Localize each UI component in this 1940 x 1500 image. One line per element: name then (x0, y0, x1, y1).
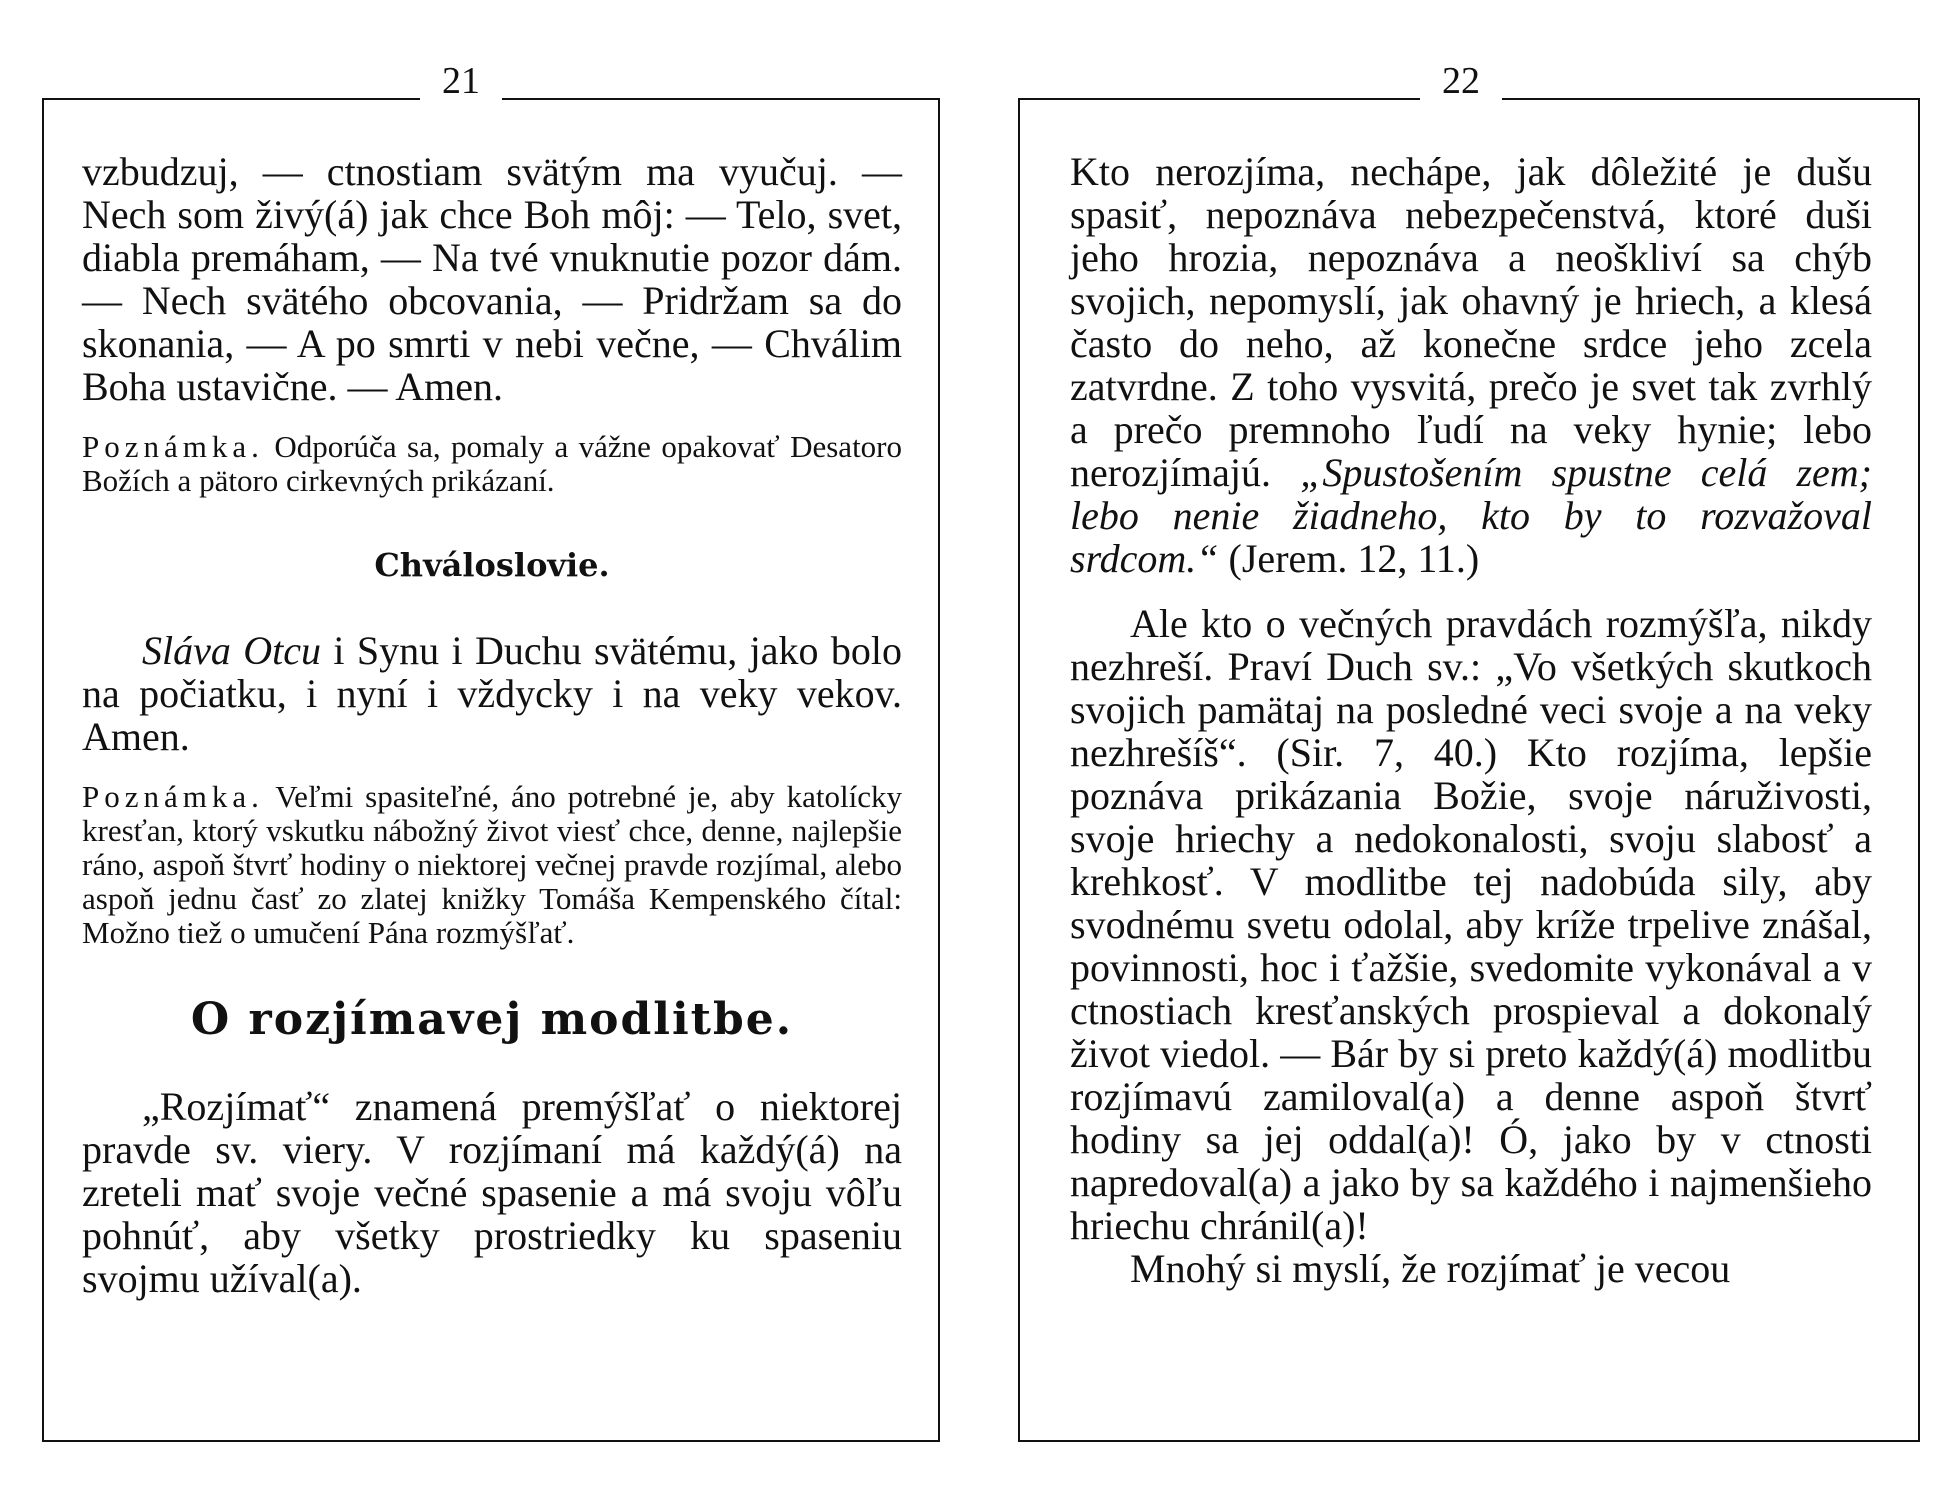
note-text: Veľmi spasiteľné, áno potrebné je, aby katolícky kresťan, ktorý vskutku nábožný život viesť chce, denne, najlepšie ráno, aspoň štvrť hodiny o niektorej večnej pravde rozjímal, alebo aspoň jednu časť zo zlatej knižky Tomáša Kempenského čítal: Možno tiež o umučení Pána rozmýšľať. (82, 779, 902, 950)
page-number: 22 (1420, 62, 1502, 100)
paragraph (1070, 150, 1872, 580)
left-page (20, 0, 940, 1500)
paragraph: „Rozjímať“ znamená premýšľať o niektorej pravde sv. viery. V rozjímaní má každý(á) na zreteli mať svoje večné spasenie a má svoju vôľu pohnúť, aby všetky prostriedky ku spaseniu svojmu užíval(a). (82, 1084, 902, 1301)
page-number: 21 (420, 62, 502, 100)
paragraph: Mnohý si myslí, že rozjímať je vecou (1130, 1246, 1731, 1291)
paragraph: Ale kto o večných pravdách rozmýšľa, nikdy nezhreší. Praví Duch sv.: „Vo všetkých skutkoch svojich pamätaj na posledné veci svoje a na veky nezhrešíš“. (Sir. 7, 40.) Kto rozjíma, lepšie poznáva prikázania Božie, svoje náruživosti, svoje hriechy a nedokonalosti, svoju slabosť a krehkosť. V modlitbe tej nadobúda sily, aby svodnému svetu odolal, aby kríže trpelive znášal, povinnosti, hoc i ťažšie, svedomite vykonával a v ctnostiach kresťanských prospieval a dokonalý život viedol. — Bár by si preto každý(á) modlitbu rozjímavú zamiloval(a) a denne aspoň štvrť hodiny sa jej oddal(a)! Ó, jako by v ctnosti napredoval(a) a jako by sa každého i najmenšieho hriechu chránil(a)! (1070, 601, 1872, 1248)
section-heading: Chváloslovie. (374, 546, 610, 584)
note (82, 780, 902, 950)
citation: (Jerem. 12, 11.) (1228, 536, 1480, 581)
quote: „Spustošením spustne celá zem; lebo nenie žiadneho, kto by to rozvažoval srdcom.“ (1070, 450, 1872, 581)
paragraph-text: i Synu i Duchu svätému, jako bolo na počiatku, i nyní i vždycky i na veky vekov. Amen. (82, 628, 902, 759)
note-label: Poznámka. (82, 429, 264, 464)
paragraph-italic: Sláva Otcu (142, 628, 321, 673)
chapter-heading: O rozjímavej modlitbe. (190, 994, 794, 1045)
right-page (1010, 0, 1920, 1500)
note-label: Poznámka. (82, 779, 264, 814)
note-text: Odporúča sa, pomaly a vážne opakovať Desatoro Božích a pätoro cirkevných prikázaní. (82, 429, 903, 498)
paragraph: vzbudzuj, — ctnostiam svätým ma vyučuj. — Nech som živý(á) jak chce Boh môj: — Telo, svet, diabla premáham, — Na tvé vnuknutie pozor dám. — Nech svätého obcovania, — Pridržam sa do skonania, — A po smrti v nebi večne, — Chválim Boha ustavične. — Amen. (82, 149, 902, 409)
page-text (1070, 150, 1872, 1290)
page-text (82, 150, 902, 1300)
paragraph (82, 629, 902, 758)
note (82, 430, 902, 498)
paragraph-text: Kto nerozjíma, nechápe, jak dôležité je dušu spasiť, nepoznáva nebezpečenstvá, ktoré duši jeho hrozia, nepoznáva a neoškliví sa chýb svojich, nepomyslí, jak ohavný je hriech, a klesá často do neho, až konečne srdce jeho zcela zatvrdne. Z toho vysvitá, prečo je svet tak zvrhlý a prečo premnoho ľudí na veky hynie; lebo nerozjímajú. (1070, 149, 1872, 495)
